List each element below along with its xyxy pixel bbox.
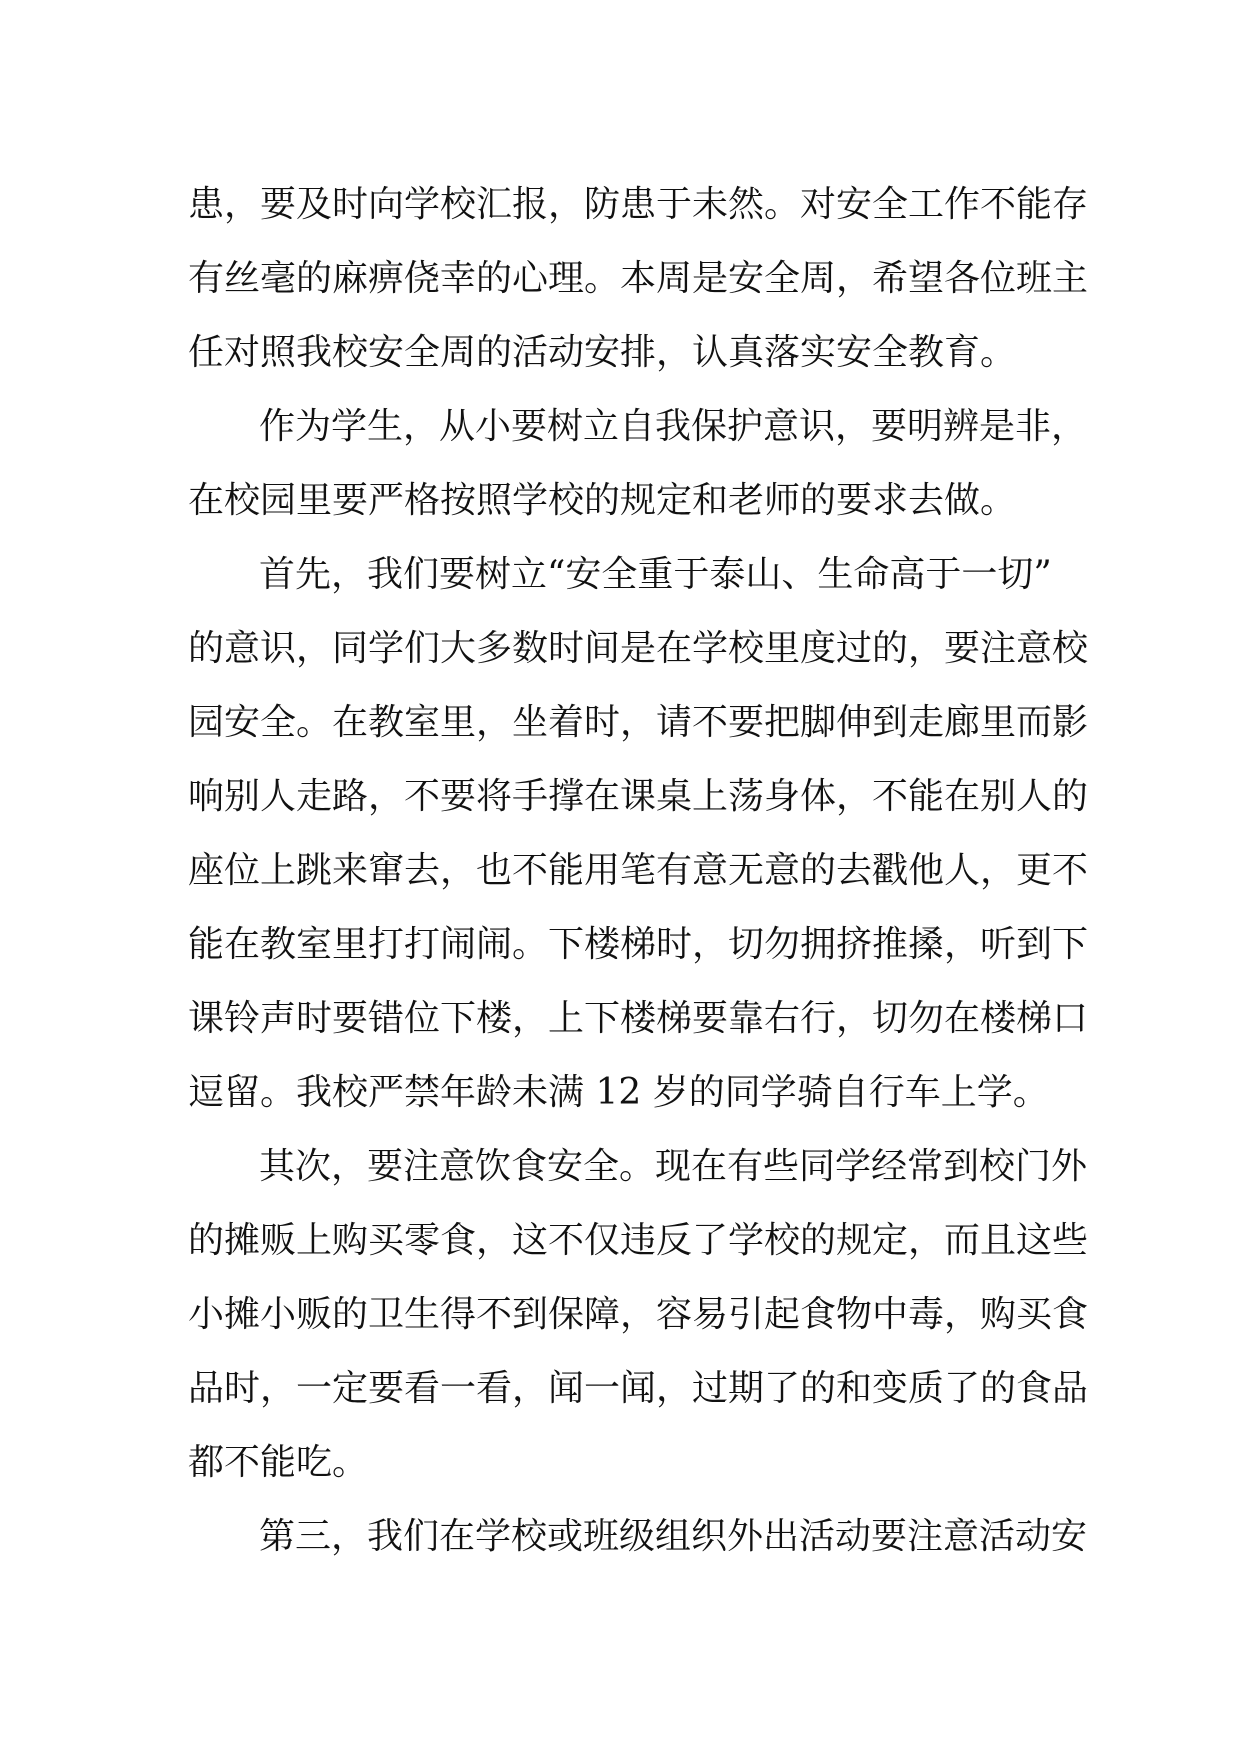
text-line: 响别人走路，不要将手撑在课桌上荡身体，不能在别人的: [188, 776, 1089, 817]
text-line: 都不能吃。: [188, 1442, 369, 1483]
paragraph-start-line: 第三，我们在学校或班级组织外出活动要注意活动安: [259, 1516, 1088, 1557]
text-line: 园安全。在教室里，坐着时，请不要把脚伸到走廊里而影: [188, 702, 1089, 743]
text-line: 的意识，同学们大多数时间是在学校里度过的，要注意校: [188, 628, 1089, 669]
text-line: 在校园里要严格按照学校的规定和老师的要求去做。: [188, 480, 1017, 521]
text-line: 座位上跳来窜去，也不能用笔有意无意的去戳他人，更不: [188, 850, 1089, 891]
text-line: 能在教室里打打闹闹。下楼梯时，切勿拥挤推搡，听到下: [188, 924, 1089, 965]
paragraph-start-line: 作为学生，从小要树立自我保护意识，要明辨是非，: [259, 406, 1088, 447]
paragraph-start-line: 首先，我们要树立“安全重于泰山、生命高于一切”: [259, 554, 1052, 595]
paragraph-start-line: 其次，要注意饮食安全。现在有些同学经常到校门外: [259, 1146, 1088, 1187]
text-line: 的摊贩上购买零食，这不仅违反了学校的规定，而且这些: [188, 1220, 1089, 1261]
text-line: 课铃声时要错位下楼，上下楼梯要靠右行，切勿在楼梯口: [188, 998, 1089, 1039]
text-line: 患，要及时向学校汇报，防患于未然。对安全工作不能存: [188, 184, 1089, 225]
text-line: 任对照我校安全周的活动安排，认真落实安全教育。: [188, 332, 1017, 373]
text-line: 小摊小贩的卫生得不到保障，容易引起食物中毒，购买食: [188, 1294, 1089, 1335]
text-line: 品时，一定要看一看，闻一闻，过期了的和变质了的食品: [188, 1368, 1089, 1409]
text-line: 逗留。我校严禁年龄未满 12 岁的同学骑自行车上学。: [188, 1072, 1049, 1113]
body-text: [188, 168, 1089, 1574]
text-line: 有丝毫的麻痹侥幸的心理。本周是安全周，希望各位班主: [188, 258, 1089, 299]
